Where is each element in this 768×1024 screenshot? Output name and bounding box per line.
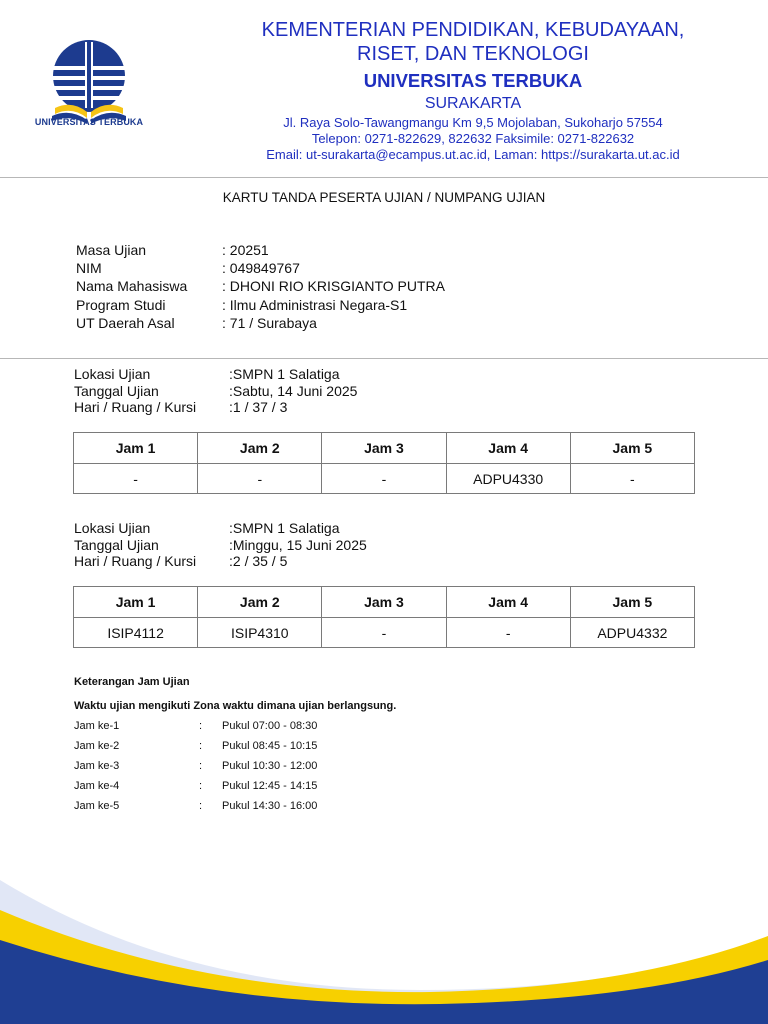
room-value: :2 / 35 / 5 [229,553,288,569]
slot-time: Pukul 14:30 - 16:00 [222,800,318,813]
student-info [76,241,445,332]
column-header: Jam 4 [446,433,570,464]
info-row [76,314,445,332]
slot-name: Jam ke-2 [74,740,120,753]
course-cell: - [322,464,446,494]
course-cell: ADPU4332 [570,618,694,648]
list-item [74,716,317,736]
info-value: : 049849767 [222,260,300,277]
slot-separator: : [199,780,203,793]
info-value: : DHONI RIO KRISGIANTO PUTRA [222,278,445,295]
branch-name: SURAKARTA [424,95,522,112]
header-divider [0,177,768,178]
location-label: Lokasi Ujian [74,520,151,536]
column-header: Jam 3 [322,587,446,618]
table-row [74,464,695,494]
slot-time: Pukul 10:30 - 12:00 [222,760,318,773]
course-cell: - [74,464,198,494]
session-1-info [74,366,357,416]
info-value: : Ilmu Administrasi Negara-S1 [222,296,408,313]
date-value: :Sabtu, 14 Juni 2025 [229,382,358,399]
timezone-note: Waktu ujian mengikuti Zona waktu dimana ujian berlangsung. [74,700,397,712]
session-2-table [73,586,695,648]
room-label: Hari / Ruang / Kursi [74,399,197,415]
course-cell: - [322,618,446,648]
location-value: :SMPN 1 Salatiga [229,366,340,382]
column-header: Jam 1 [74,433,198,464]
location-value: :SMPN 1 Salatiga [229,520,340,536]
column-header: Jam 1 [74,587,198,618]
table-header-row [74,433,695,464]
table-header-row [74,587,695,618]
info-label: Program Studi [76,296,166,313]
list-item [74,756,317,776]
info-label: Masa Ujian [76,242,147,258]
column-header: Jam 2 [198,433,322,464]
list-item [74,776,317,796]
list-item [74,736,317,756]
info-label: Nama Mahasiswa [76,278,188,295]
info-value: : 71 / Surabaya [222,314,317,331]
info-row [76,259,445,277]
room-label: Hari / Ruang / Kursi [74,553,197,569]
slot-separator: : [199,740,203,753]
slot-separator: : [199,720,203,732]
date-label: Tanggal Ujian [74,382,159,399]
info-value: : 20251 [222,242,269,258]
session-2-info [74,520,367,570]
date-value: :Minggu, 15 Juni 2025 [229,536,367,553]
info-row [76,296,445,314]
location-label: Lokasi Ujian [74,366,151,382]
info-divider [0,358,768,359]
course-cell: ISIP4112 [74,618,198,648]
schedule-notes-title: Keterangan Jam Ujian [74,676,190,688]
slot-name: Jam ke-3 [74,760,120,773]
info-label: UT Daerah Asal [76,314,175,331]
slot-time: Pukul 07:00 - 08:30 [222,720,318,732]
course-cell: ADPU4330 [446,464,570,494]
course-cell: - [570,464,694,494]
slot-time: Pukul 08:45 - 10:15 [222,740,318,753]
slot-separator: : [199,800,203,813]
column-header: Jam 5 [570,433,694,464]
list-item [74,796,317,816]
ministry-line-2: RISET, DAN TEKNOLOGI [357,43,589,65]
column-header: Jam 5 [570,587,694,618]
address: Jl. Raya Solo-Tawangmangu Km 9,5 Mojolaban, Sukoharjo 57554 [283,115,663,130]
date-label: Tanggal Ujian [74,536,159,553]
slot-name: Jam ke-4 [74,780,120,793]
slot-name: Jam ke-5 [74,800,120,813]
info-label: NIM [76,260,102,277]
column-header: Jam 4 [446,587,570,618]
university-name: UNIVERSITAS TERBUKA [363,70,583,91]
card-title: KARTU TANDA PESERTA UJIAN / NUMPANG UJIAN [222,190,546,205]
info-row [76,277,445,295]
ministry-line-1: KEMENTERIAN PENDIDIKAN, KEBUDAYAAN, [261,19,685,41]
session-1-table [73,432,695,494]
course-cell: - [198,464,322,494]
time-slot-list [74,716,317,816]
room-value: :1 / 37 / 3 [229,399,288,415]
course-cell: - [446,618,570,648]
course-cell: ISIP4310 [198,618,322,648]
info-row [76,241,445,259]
slot-separator: : [199,760,203,773]
column-header: Jam 2 [198,587,322,618]
slot-name: Jam ke-1 [74,720,120,732]
slot-time: Pukul 12:45 - 14:15 [222,780,318,793]
column-header: Jam 3 [322,433,446,464]
phone: Telepon: 0271-822629, 822632 Faksimile: 0271-822632 [311,131,635,146]
logo-caption: UNIVERSITAS TERBUKA [34,117,144,127]
table-row [74,618,695,648]
footer-wave-decoration [0,840,768,1024]
contact: Email: ut-surakarta@ecampus.ut.ac.id, Laman: https://surakarta.ut.ac.id [266,147,680,162]
